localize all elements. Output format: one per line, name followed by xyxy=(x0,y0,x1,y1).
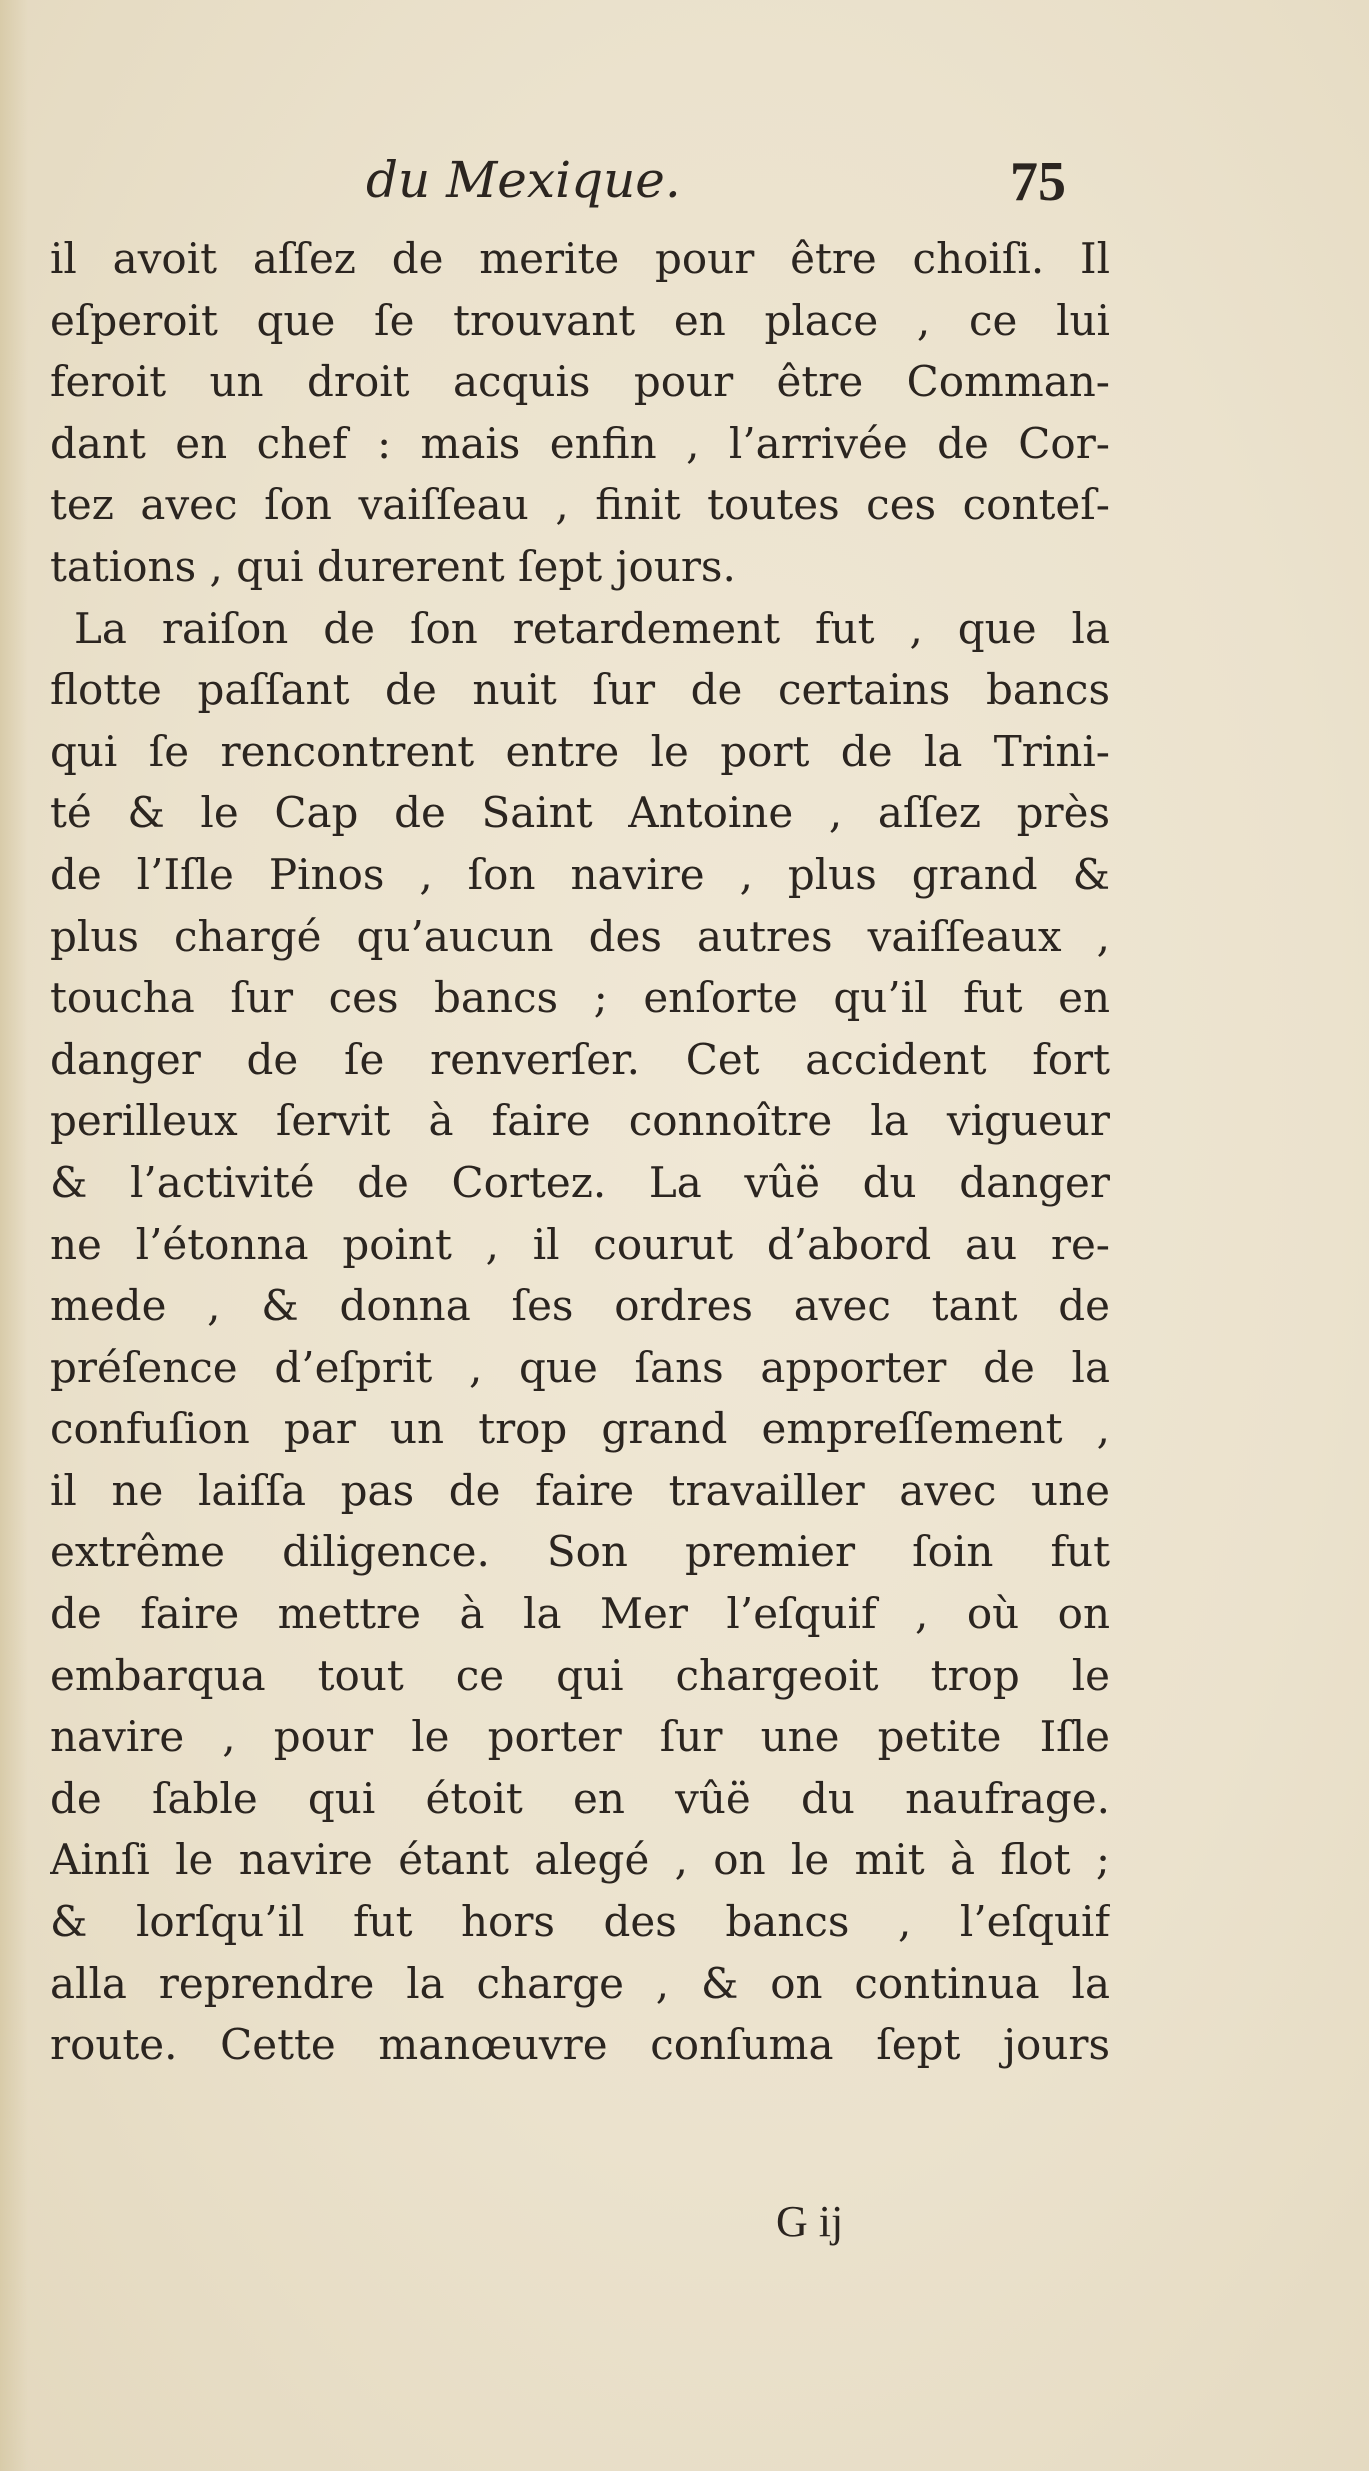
text-line: La raiſon de ſon retardement fut , que la xyxy=(74,603,1110,653)
text-line: il ne laiſſa pas de faire travailler avec une xyxy=(50,1465,1110,1515)
signature-mark: G ij xyxy=(776,2197,844,2246)
text-line: navire , pour le porter ſur une petite Iſle xyxy=(50,1712,1110,1762)
running-head-title: du Mexique. xyxy=(366,151,681,209)
text-line: de ſable qui étoit en vûë du naufrage. xyxy=(50,1773,1110,1823)
text-line: té & le Cap de Saint Antoine , aſſez près xyxy=(50,788,1110,838)
running-head xyxy=(52,150,1112,230)
text-line: mede , & donna ſes ordres avec tant de xyxy=(50,1281,1110,1331)
text-line: alla reprendre la charge , & on continua la xyxy=(50,1958,1110,2008)
text-line: qui ſe rencontrent entre le port de la Trini- xyxy=(50,726,1110,776)
text-line: & lorſqu’il fut hors des bancs , l’eſquif xyxy=(50,1897,1110,1947)
text-line: danger de ſe renverſer. Cet accident fort xyxy=(50,1034,1110,1084)
text-line: plus chargé qu’aucun des autres vaiſſeaux , xyxy=(50,911,1110,961)
text-line: préſence d’eſprit , que ſans apporter de la xyxy=(50,1342,1110,1392)
text-line: & l’activité de Cortez. La vûë du danger xyxy=(50,1157,1110,1207)
text-line: feroit un droit acquis pour être Comman- xyxy=(50,357,1110,407)
text-line: ne l’étonna point , il courut d’abord au re- xyxy=(50,1219,1110,1269)
text-line: perilleux ſervit à faire connoître la vigueur xyxy=(50,1096,1110,1146)
page-number: 75 xyxy=(1010,151,1066,213)
text-line: extrême diligence. Son premier ſoin fut xyxy=(50,1527,1110,1577)
body-text xyxy=(50,228,1110,2076)
text-line: tations , qui durerent ſept jours. xyxy=(50,541,736,591)
text-line: eſperoit que ſe trouvant en place , ce lui xyxy=(50,295,1110,345)
text-line: Ainſi le navire étant alegé , on le mit à flot ; xyxy=(50,1835,1110,1885)
text-line: embarqua tout ce qui chargeoit trop le xyxy=(50,1650,1110,1700)
text-line: route. Cette manœuvre conſuma ſept jours xyxy=(50,2020,1110,2070)
text-line: de faire mettre à la Mer l’eſquif , où on xyxy=(50,1589,1110,1639)
text-line: flotte paſſant de nuit ſur de certains bancs xyxy=(50,665,1110,715)
text-line: toucha ſur ces bancs ; enſorte qu’il fut en xyxy=(50,973,1110,1023)
text-line: de l’Iſle Pinos , ſon navire , plus grand & xyxy=(50,849,1110,899)
text-line: confuſion par un trop grand empreſſement , xyxy=(50,1404,1110,1454)
page-edge-shadow xyxy=(0,0,28,2471)
text-line: il avoit aſſez de merite pour être choiſi. Il xyxy=(50,234,1110,283)
text-line: dant en chef : mais enfin , l’arrivée de Cor- xyxy=(50,418,1110,468)
text-line: tez avec ſon vaiſſeau , finit toutes ces conteſ- xyxy=(50,480,1110,530)
